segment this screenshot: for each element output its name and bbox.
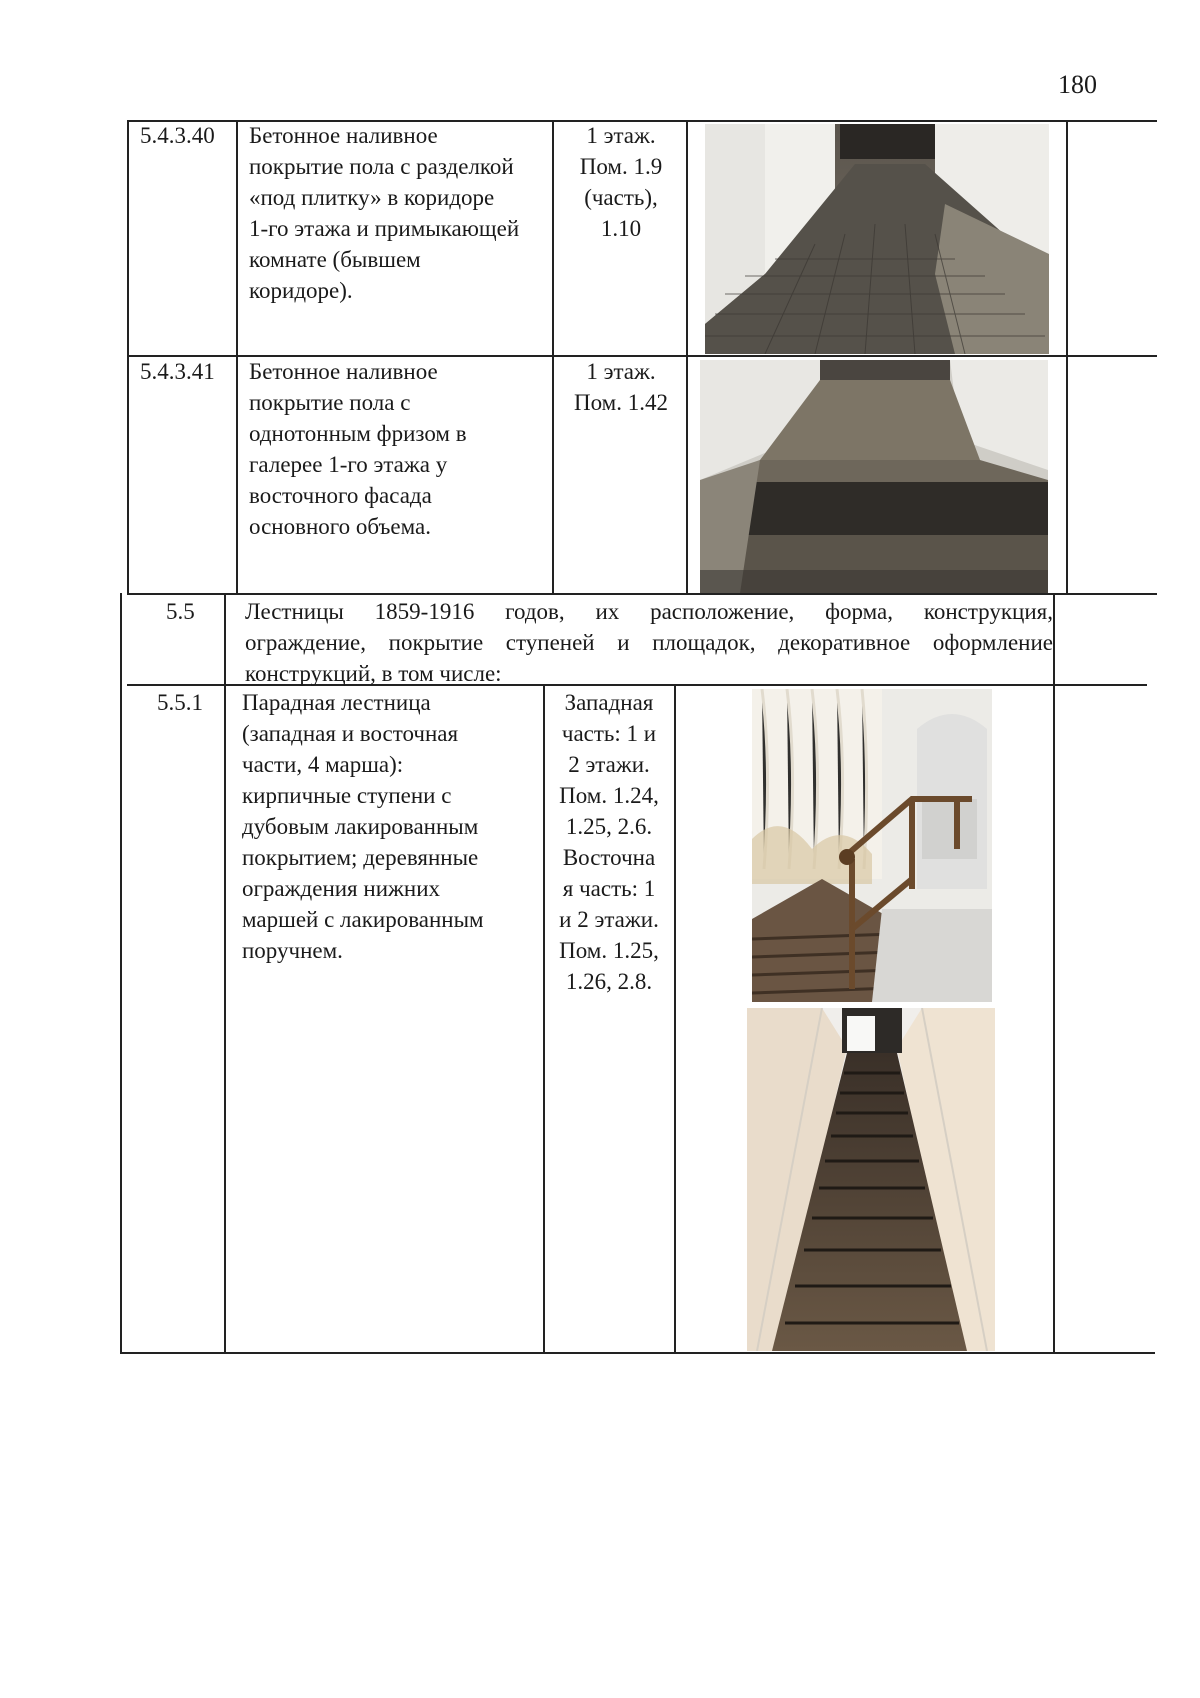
photo-tiled-corridor-floor <box>705 124 1049 354</box>
item-description: Бетонное наливное покрытие пола с разделкой «под плитку» в коридоре 1-го этажа и примыкающей комнате (бывшем коридоре). <box>249 123 520 303</box>
item-number: 5.5 <box>166 599 195 624</box>
item-location: Западная часть: 1 и 2 этажи. Пом. 1.24, 1.25, 2.6. Восточна я часть: 1 и 2 этажи. Пом. 1.25, 1.26, 2.8. <box>559 690 659 994</box>
section-heading: Лестницы 1859-1916 годов, их расположение, форма, конструкция, ограждение, покрытие ступеней и площадок, декоративное оформление конструкций, в том числе: <box>245 599 1053 686</box>
item-location: 1 этаж. Пом. 1.42 <box>574 359 668 415</box>
item-description: Парадная лестница (западная и восточная части, 4 марша): кирпичные ступени с дубовым лакированным покрытием; деревянные ограждения нижних маршей с лакированным поручнем. <box>242 690 484 963</box>
item-location: 1 этаж. Пом. 1.9 (часть), 1.10 <box>579 123 663 241</box>
page-number: 180 <box>1058 70 1097 99</box>
item-number: 5.4.3.40 <box>140 123 215 148</box>
photo-gallery-floor-frieze <box>700 360 1048 593</box>
photo-staircase-flight <box>747 1008 995 1351</box>
item-description: Бетонное наливное покрытие пола с однотонным фризом в галерее 1-го этажа у восточного фасада основного объема. <box>249 359 467 539</box>
item-number: 5.4.3.41 <box>140 359 215 384</box>
photo-main-staircase-landing <box>752 689 992 1002</box>
item-number: 5.5.1 <box>157 690 203 715</box>
